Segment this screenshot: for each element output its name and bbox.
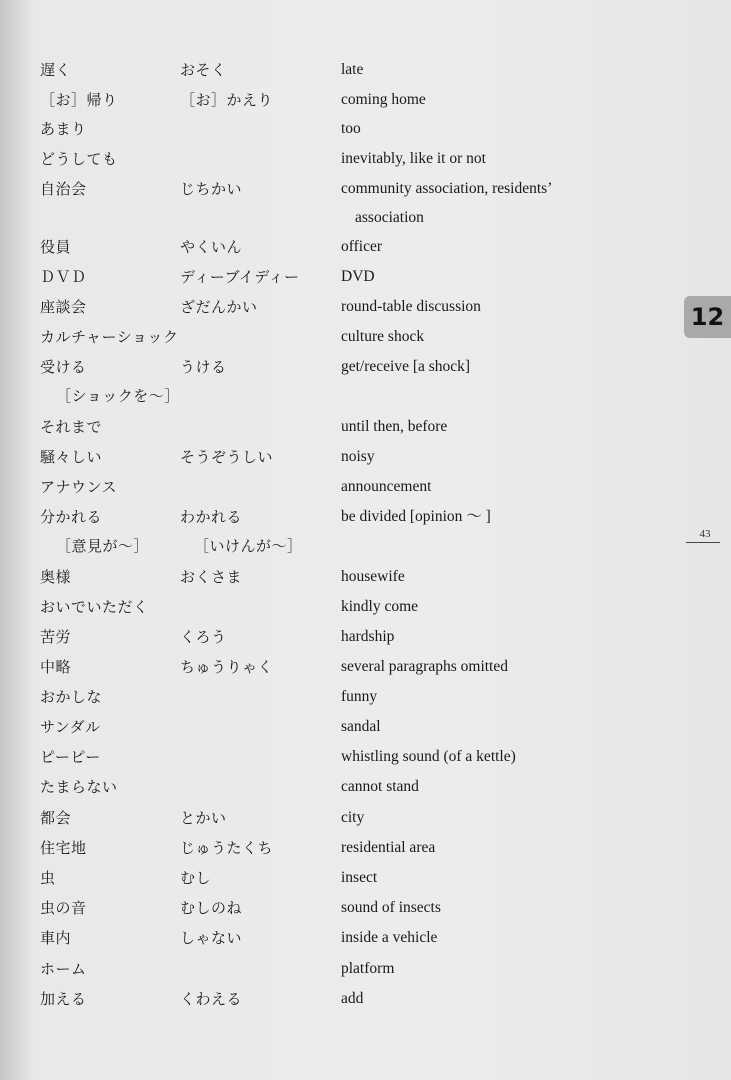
meaning: whistling sound (of a kettle) (341, 748, 516, 765)
vocab-row (0, 743, 680, 771)
term: 受ける (40, 358, 87, 376)
meaning: officer (341, 238, 383, 255)
term: 住宅地 (40, 839, 87, 857)
vocab-row (0, 503, 680, 531)
chapter-tab (684, 296, 731, 338)
meaning: until then, before (341, 418, 448, 435)
vocab-row (0, 233, 680, 261)
reading: じゅうたくち (180, 839, 274, 857)
meaning: funny (341, 688, 378, 705)
reading: くろう (180, 628, 227, 646)
vocab-row (0, 593, 680, 621)
meaning: too (341, 120, 361, 137)
meaning: culture shock (341, 328, 425, 345)
vocab-row (0, 683, 680, 711)
vocab-row (0, 773, 680, 801)
meaning: residential area (341, 839, 436, 856)
vocab-row (0, 985, 680, 1013)
term: 中略 (40, 658, 72, 676)
reading-usage-note: ［いけんが～］ (194, 537, 303, 555)
term: 自治会 (40, 180, 87, 198)
vocab-row-continuation (0, 382, 680, 410)
meaning: round-table discussion (341, 298, 481, 315)
reading: むしのね (180, 899, 243, 917)
term: たまらない (40, 778, 118, 796)
vocab-row-continuation (0, 532, 680, 560)
term: 虫 (40, 869, 56, 887)
reading: くわえる (180, 990, 243, 1008)
term: アナウンス (40, 478, 118, 496)
term: ピーピー (40, 748, 101, 766)
vocab-row (0, 834, 680, 862)
vocab-row (0, 323, 680, 351)
vocab-row (0, 443, 680, 471)
page-number-rule (686, 542, 720, 543)
term: おかしな (40, 688, 103, 706)
term: 加える (40, 990, 87, 1008)
vocab-row (0, 955, 680, 983)
meaning: insect (341, 869, 378, 886)
vocab-row (0, 623, 680, 651)
reading: ディーブイディー (180, 268, 300, 286)
reading: ［お］かえり (180, 91, 274, 109)
term: それまで (40, 418, 103, 436)
vocab-row (0, 713, 680, 741)
reading: むし (180, 869, 212, 887)
meaning: sandal (341, 718, 381, 735)
term-usage-note: ［ショックを～］ (56, 387, 180, 405)
reading: うける (180, 358, 227, 376)
vocab-row (0, 175, 680, 203)
meaning: noisy (341, 448, 375, 465)
term-usage-note: ［意見が～］ (56, 537, 150, 555)
meaning: coming home (341, 91, 426, 108)
vocab-row (0, 293, 680, 321)
vocab-row (0, 473, 680, 501)
meaning: housewife (341, 568, 405, 585)
meaning: several paragraphs omitted (341, 658, 508, 675)
reading: おそく (180, 61, 227, 79)
vocab-row (0, 563, 680, 591)
meaning: community association, residents’ (341, 180, 553, 197)
term: どうしても (40, 150, 118, 168)
vocab-row (0, 86, 680, 114)
chapter-number: 12 (690, 303, 725, 331)
vocab-row (0, 653, 680, 681)
vocab-row (0, 413, 680, 441)
term: 座談会 (40, 298, 87, 316)
term: 都会 (40, 809, 72, 827)
meaning: inside a vehicle (341, 929, 438, 946)
vocab-row (0, 263, 680, 291)
term: サンダル (40, 718, 101, 736)
meaning: add (341, 990, 364, 1007)
term: 車内 (40, 929, 72, 947)
term: 役員 (40, 238, 72, 256)
meaning: inevitably, like it or not (341, 150, 486, 167)
vocab-row (0, 864, 680, 892)
meaning: announcement (341, 478, 432, 495)
meaning: hardship (341, 628, 395, 645)
term: 奥様 (40, 568, 72, 586)
term: 騒々しい (40, 448, 103, 466)
reading: そうぞうしい (180, 448, 274, 466)
term: カルチャーショック (40, 328, 179, 346)
reading: やくいん (180, 238, 243, 256)
reading: とかい (180, 809, 227, 827)
term: おいでいただく (40, 598, 149, 616)
meaning: platform (341, 960, 395, 977)
reading: じちかい (180, 180, 243, 198)
vocab-row (0, 56, 680, 84)
term: 遅く (40, 61, 72, 79)
term: 苦労 (40, 628, 72, 646)
meaning: DVD (341, 268, 375, 285)
vocab-row (0, 145, 680, 173)
term: ＤＶＤ (40, 268, 87, 286)
reading: ざだんかい (180, 298, 258, 316)
vocab-row (0, 924, 680, 952)
vocab-row (0, 804, 680, 832)
meaning: sound of insects (341, 899, 441, 916)
page-number: 43 (699, 528, 711, 540)
reading: わかれる (180, 508, 243, 526)
term: 虫の音 (40, 899, 87, 917)
reading: ちゅうりゃく (180, 658, 274, 676)
term: あまり (40, 120, 87, 138)
term: ホーム (40, 960, 87, 978)
meaning: be divided [opinion ～ ] (341, 508, 491, 525)
term: 分かれる (40, 508, 103, 526)
reading: しゃない (180, 929, 243, 947)
meaning: city (341, 809, 365, 826)
meaning: late (341, 61, 364, 78)
meaning-continuation: association (355, 209, 424, 226)
vocab-row (0, 894, 680, 922)
term: ［お］帰り (40, 91, 118, 109)
meaning: kindly come (341, 598, 419, 615)
vocab-row (0, 115, 680, 143)
meaning: get/receive [a shock] (341, 358, 471, 375)
vocab-row (0, 353, 680, 381)
vocab-row-continuation (0, 204, 680, 232)
meaning: cannot stand (341, 778, 419, 795)
reading: おくさま (180, 568, 243, 586)
